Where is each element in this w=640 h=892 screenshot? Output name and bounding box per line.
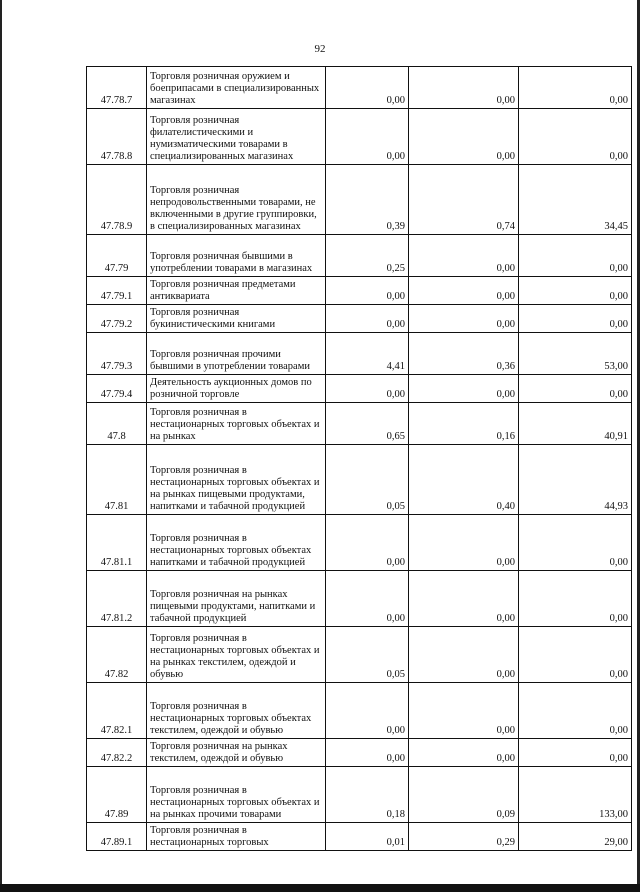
table-row — [87, 571, 632, 627]
value-cell-2: 0,40 — [409, 445, 519, 515]
code-cell: 47.78.7 — [87, 67, 147, 109]
value-cell-3: 0,00 — [519, 627, 632, 683]
table-row — [87, 403, 632, 445]
table-row — [87, 277, 632, 305]
value-cell-3: 0,00 — [519, 109, 632, 165]
value-cell-2: 0,00 — [409, 277, 519, 305]
code-cell: 47.79.1 — [87, 277, 147, 305]
value-cell-2: 0,00 — [409, 235, 519, 277]
value-cell-1: 0,00 — [326, 515, 409, 571]
value-cell-1: 0,00 — [326, 683, 409, 739]
value-cell-1: 0,00 — [326, 67, 409, 109]
value-cell-2: 0,74 — [409, 165, 519, 235]
code-cell: 47.79.2 — [87, 305, 147, 333]
scan-border-bottom — [0, 884, 640, 892]
table-row — [87, 445, 632, 515]
code-cell: 47.79.4 — [87, 375, 147, 403]
value-cell-3: 0,00 — [519, 305, 632, 333]
scan-border-left — [0, 0, 2, 892]
table-row — [87, 333, 632, 375]
code-cell: 47.89.1 — [87, 823, 147, 851]
name-cell: Торговля розничная на рынках текстилем, одеждой и обувью — [147, 739, 326, 767]
value-cell-2: 0,29 — [409, 823, 519, 851]
value-cell-3: 0,00 — [519, 235, 632, 277]
value-cell-1: 0,18 — [326, 767, 409, 823]
value-cell-1: 0,65 — [326, 403, 409, 445]
code-cell: 47.82.2 — [87, 739, 147, 767]
value-cell-2: 0,00 — [409, 571, 519, 627]
name-cell: Торговля розничная прочими бывшими в употреблении товарами — [147, 333, 326, 375]
name-cell: Торговля розничная непродовольственными товарами, не включенными в другие группировки, в специализированных магазинах — [147, 165, 326, 235]
value-cell-3: 133,00 — [519, 767, 632, 823]
value-cell-1: 0,05 — [326, 445, 409, 515]
value-cell-2: 0,36 — [409, 333, 519, 375]
table-row — [87, 165, 632, 235]
statistics-table — [86, 66, 632, 851]
value-cell-3: 0,00 — [519, 277, 632, 305]
table-row — [87, 823, 632, 851]
code-cell: 47.78.8 — [87, 109, 147, 165]
page-number: 92 — [314, 43, 326, 55]
name-cell: Торговля розничная в нестационарных торговых — [147, 823, 326, 851]
table-row — [87, 375, 632, 403]
table-body — [87, 67, 632, 851]
code-cell: 47.8 — [87, 403, 147, 445]
value-cell-3: 0,00 — [519, 739, 632, 767]
table-row — [87, 683, 632, 739]
table-row — [87, 305, 632, 333]
value-cell-1: 0,00 — [326, 571, 409, 627]
value-cell-3: 0,00 — [519, 571, 632, 627]
name-cell: Торговля розничная бывшими в употреблении товарами в магазинах — [147, 235, 326, 277]
code-cell: 47.81 — [87, 445, 147, 515]
table-row — [87, 67, 632, 109]
value-cell-1: 0,00 — [326, 375, 409, 403]
value-cell-2: 0,00 — [409, 627, 519, 683]
table-row — [87, 235, 632, 277]
table-row — [87, 627, 632, 683]
value-cell-2: 0,00 — [409, 67, 519, 109]
name-cell: Торговля розничная в нестационарных торговых объектах напитками и табачной продукцией — [147, 515, 326, 571]
value-cell-2: 0,09 — [409, 767, 519, 823]
name-cell: Торговля розничная на рынках пищевыми продуктами, напитками и табачной продукцией — [147, 571, 326, 627]
value-cell-3: 34,45 — [519, 165, 632, 235]
code-cell: 47.81.2 — [87, 571, 147, 627]
value-cell-1: 0,01 — [326, 823, 409, 851]
value-cell-2: 0,00 — [409, 375, 519, 403]
table-row — [87, 109, 632, 165]
value-cell-2: 0,00 — [409, 683, 519, 739]
value-cell-1: 0,00 — [326, 739, 409, 767]
name-cell: Торговля розничная в нестационарных торговых объектах и на рынках — [147, 403, 326, 445]
name-cell: Торговля розничная предметами антиквариата — [147, 277, 326, 305]
value-cell-3: 29,00 — [519, 823, 632, 851]
value-cell-1: 0,05 — [326, 627, 409, 683]
code-cell: 47.82.1 — [87, 683, 147, 739]
table-row — [87, 767, 632, 823]
table-row — [87, 739, 632, 767]
value-cell-2: 0,00 — [409, 515, 519, 571]
name-cell: Торговля розничная букинистическими книгами — [147, 305, 326, 333]
value-cell-3: 53,00 — [519, 333, 632, 375]
value-cell-2: 0,16 — [409, 403, 519, 445]
value-cell-1: 0,00 — [326, 305, 409, 333]
value-cell-3: 44,93 — [519, 445, 632, 515]
value-cell-1: 0,25 — [326, 235, 409, 277]
value-cell-1: 0,39 — [326, 165, 409, 235]
code-cell: 47.81.1 — [87, 515, 147, 571]
name-cell: Торговля розничная в нестационарных торговых объектах и на рынках текстилем, одеждой и обувью — [147, 627, 326, 683]
name-cell: Торговля розничная в нестационарных торговых объектах и на рынках пищевыми продуктами, напитками и табачной продукцией — [147, 445, 326, 515]
code-cell: 47.79 — [87, 235, 147, 277]
value-cell-3: 40,91 — [519, 403, 632, 445]
value-cell-3: 0,00 — [519, 515, 632, 571]
table-row — [87, 515, 632, 571]
value-cell-3: 0,00 — [519, 683, 632, 739]
code-cell: 47.82 — [87, 627, 147, 683]
name-cell: Торговля розничная филателистическими и нумизматическими товарами в специализированных магазинах — [147, 109, 326, 165]
code-cell: 47.79.3 — [87, 333, 147, 375]
value-cell-1: 0,00 — [326, 277, 409, 305]
value-cell-2: 0,00 — [409, 109, 519, 165]
code-cell: 47.89 — [87, 767, 147, 823]
code-cell: 47.78.9 — [87, 165, 147, 235]
value-cell-3: 0,00 — [519, 67, 632, 109]
value-cell-1: 0,00 — [326, 109, 409, 165]
value-cell-1: 4,41 — [326, 333, 409, 375]
name-cell: Торговля розничная в нестационарных торговых объектах и на рынках прочими товарами — [147, 767, 326, 823]
value-cell-2: 0,00 — [409, 305, 519, 333]
name-cell: Торговля розничная оружием и боеприпасами в специализированных магазинах — [147, 67, 326, 109]
name-cell: Торговля розничная в нестационарных торговых объектах текстилем, одеждой и обувью — [147, 683, 326, 739]
name-cell: Деятельность аукционных домов по розничной торговле — [147, 375, 326, 403]
value-cell-3: 0,00 — [519, 375, 632, 403]
value-cell-2: 0,00 — [409, 739, 519, 767]
